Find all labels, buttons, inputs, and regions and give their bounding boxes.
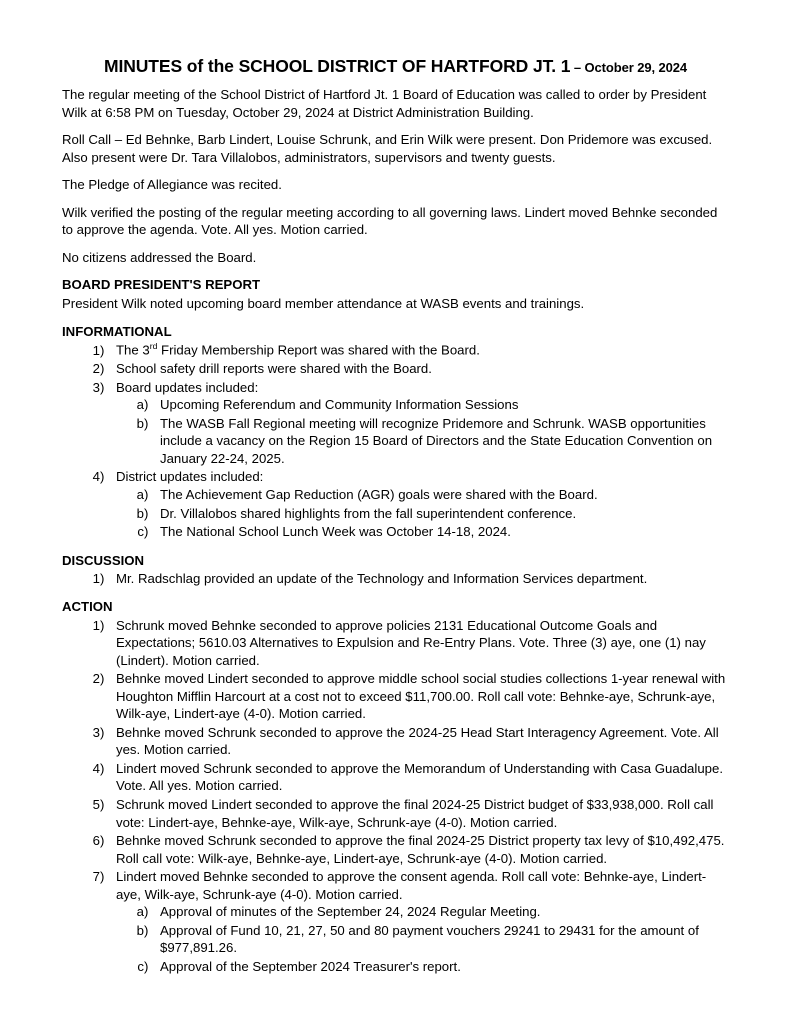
informational-item-4-text: District updates included: (116, 469, 264, 485)
list-item (108, 341, 729, 359)
list-item: a. The Achievement Gap Reduction (AGR) goals were shared with the Board. (152, 486, 729, 504)
section-heading-board-president-report: BOARD PRESIDENT'S REPORT (62, 277, 261, 293)
list-item (108, 468, 729, 540)
list-item (108, 360, 729, 378)
section-heading-discussion: DISCUSSION (62, 552, 145, 568)
list-item: a. Upcoming Referendum and Community Information Sessions (152, 396, 729, 414)
list-item: 2. Behnke moved Lindert seconded to approve middle school social studies collections 1-year renewal with Houghton Mifflin Harcourt at a cost not to exceed $11,700.00. Roll call vote: Behnke-aye, Schrunk-aye, Wilk-aye, Lindert-aye (4-0). Motion carried. (108, 670, 729, 723)
section-heading-informational: INFORMATIONAL (62, 324, 172, 340)
list-item: b. Dr. Villalobos shared highlights from the fall superintendent conference. (152, 505, 729, 523)
list-item: 5. Schrunk moved Lindert seconded to approve the final 2024-25 District budget of $33,938,000. Roll call vote: Lindert-aye, Behnke-aye, Wilk-aye, Schrunk-aye (4-0). Motion carried. (108, 796, 729, 831)
paragraph-posting-agenda: Wilk verified the posting of the regular meeting according to all governing laws. Lindert moved Behnke seconded to approve the agenda. Vote. All yes. Motion carried. (62, 204, 718, 238)
informational-item-2-text: School safety drill reports were shared with the Board. (116, 361, 432, 377)
paragraph-board-president-report: President Wilk noted upcoming board member attendance at WASB events and trainings. (62, 295, 585, 311)
section-heading-action: ACTION (62, 599, 113, 615)
list-item: 1. Schrunk moved Behnke seconded to approve policies 2131 Educational Outcome Goals and Expectations; 5610.03 Alternatives to Expulsion and Re-Entry Plans. Vote. Three (3) aye, one (1) nay (Lindert). Motion carried. (108, 617, 729, 670)
action-item-7-sublist (116, 903, 729, 975)
paragraph-roll-call: Roll Call – Ed Behnke, Barb Lindert, Louise Schrunk, and Erin Wilk were present. Don Pridemore was excused. Also present were Dr. Tara Villalobos, administrators, supervisors and twenty guests. (62, 132, 713, 165)
informational-item-4-sublist (116, 486, 729, 541)
list-item: c. Approval of the September 2024 Treasurer's report. (152, 958, 729, 976)
paragraph-citizens: No citizens addressed the Board. (62, 249, 257, 265)
ordinal-superscript: rd (149, 341, 158, 352)
informational-item-3-text: Board updates included: (116, 379, 259, 395)
list-item: 4. Lindert moved Schrunk seconded to approve the Memorandum of Understanding with Casa Guadalupe. Vote. All yes. Motion carried. (108, 760, 729, 795)
discussion-list (62, 570, 729, 588)
page-title-main: MINUTES of the SCHOOL DISTRICT OF HARTFORD JT. 1 (103, 56, 571, 76)
informational-item-3-sublist (116, 396, 729, 467)
list-item: 3. Behnke moved Schrunk seconded to approve the 2024-25 Head Start Interagency Agreement. Vote. All yes. Motion carried. (108, 724, 729, 759)
paragraph-call-to-order: The regular meeting of the School District of Hartford Jt. 1 Board of Education was called to order by President Wilk at 6:58 PM on Tuesday, October 29, 2024 at District Administration Building. (62, 87, 707, 120)
page-title-date: – October 29, 2024 (570, 60, 688, 75)
informational-item-1-text-before: The 3 (116, 342, 150, 358)
page-title (62, 56, 729, 77)
list-item (108, 868, 729, 975)
informational-item-1-text-after: Friday Membership Report was shared with the Board. (157, 342, 480, 358)
list-item: b. The WASB Fall Regional meeting will recognize Pridemore and Schrunk. WASB opportunities include a vacancy on the Region 15 Board of Directors and the State Education Convention on January 22-24, 2025. (152, 415, 729, 468)
action-list (62, 617, 729, 976)
action-item-7-text: Lindert moved Behnke seconded to approve the consent agenda. Roll call vote: Behnke-aye, Lindert-aye, Wilk-aye, Schrunk-aye (4-0). Motion carried. (116, 869, 707, 902)
list-item: 6. Behnke moved Schrunk seconded to approve the final 2024-25 District property tax levy of $10,492,475. Roll call vote: Wilk-aye, Behnke-aye, Lindert-aye, Schrunk-aye (4-0). Motion carried. (108, 832, 729, 867)
informational-list (62, 341, 729, 540)
list-item: b. Approval of Fund 10, 21, 27, 50 and 80 payment vouchers 29241 to 29431 for the amount of $977,891.26. (152, 922, 729, 957)
list-item (108, 379, 729, 468)
paragraph-pledge: The Pledge of Allegiance was recited. (62, 177, 282, 193)
list-item: c. The National School Lunch Week was October 14-18, 2024. (152, 523, 729, 541)
list-item: 1. Mr. Radschlag provided an update of the Technology and Information Services department. (108, 570, 729, 588)
list-item: a. Approval of minutes of the September 24, 2024 Regular Meeting. (152, 903, 729, 921)
